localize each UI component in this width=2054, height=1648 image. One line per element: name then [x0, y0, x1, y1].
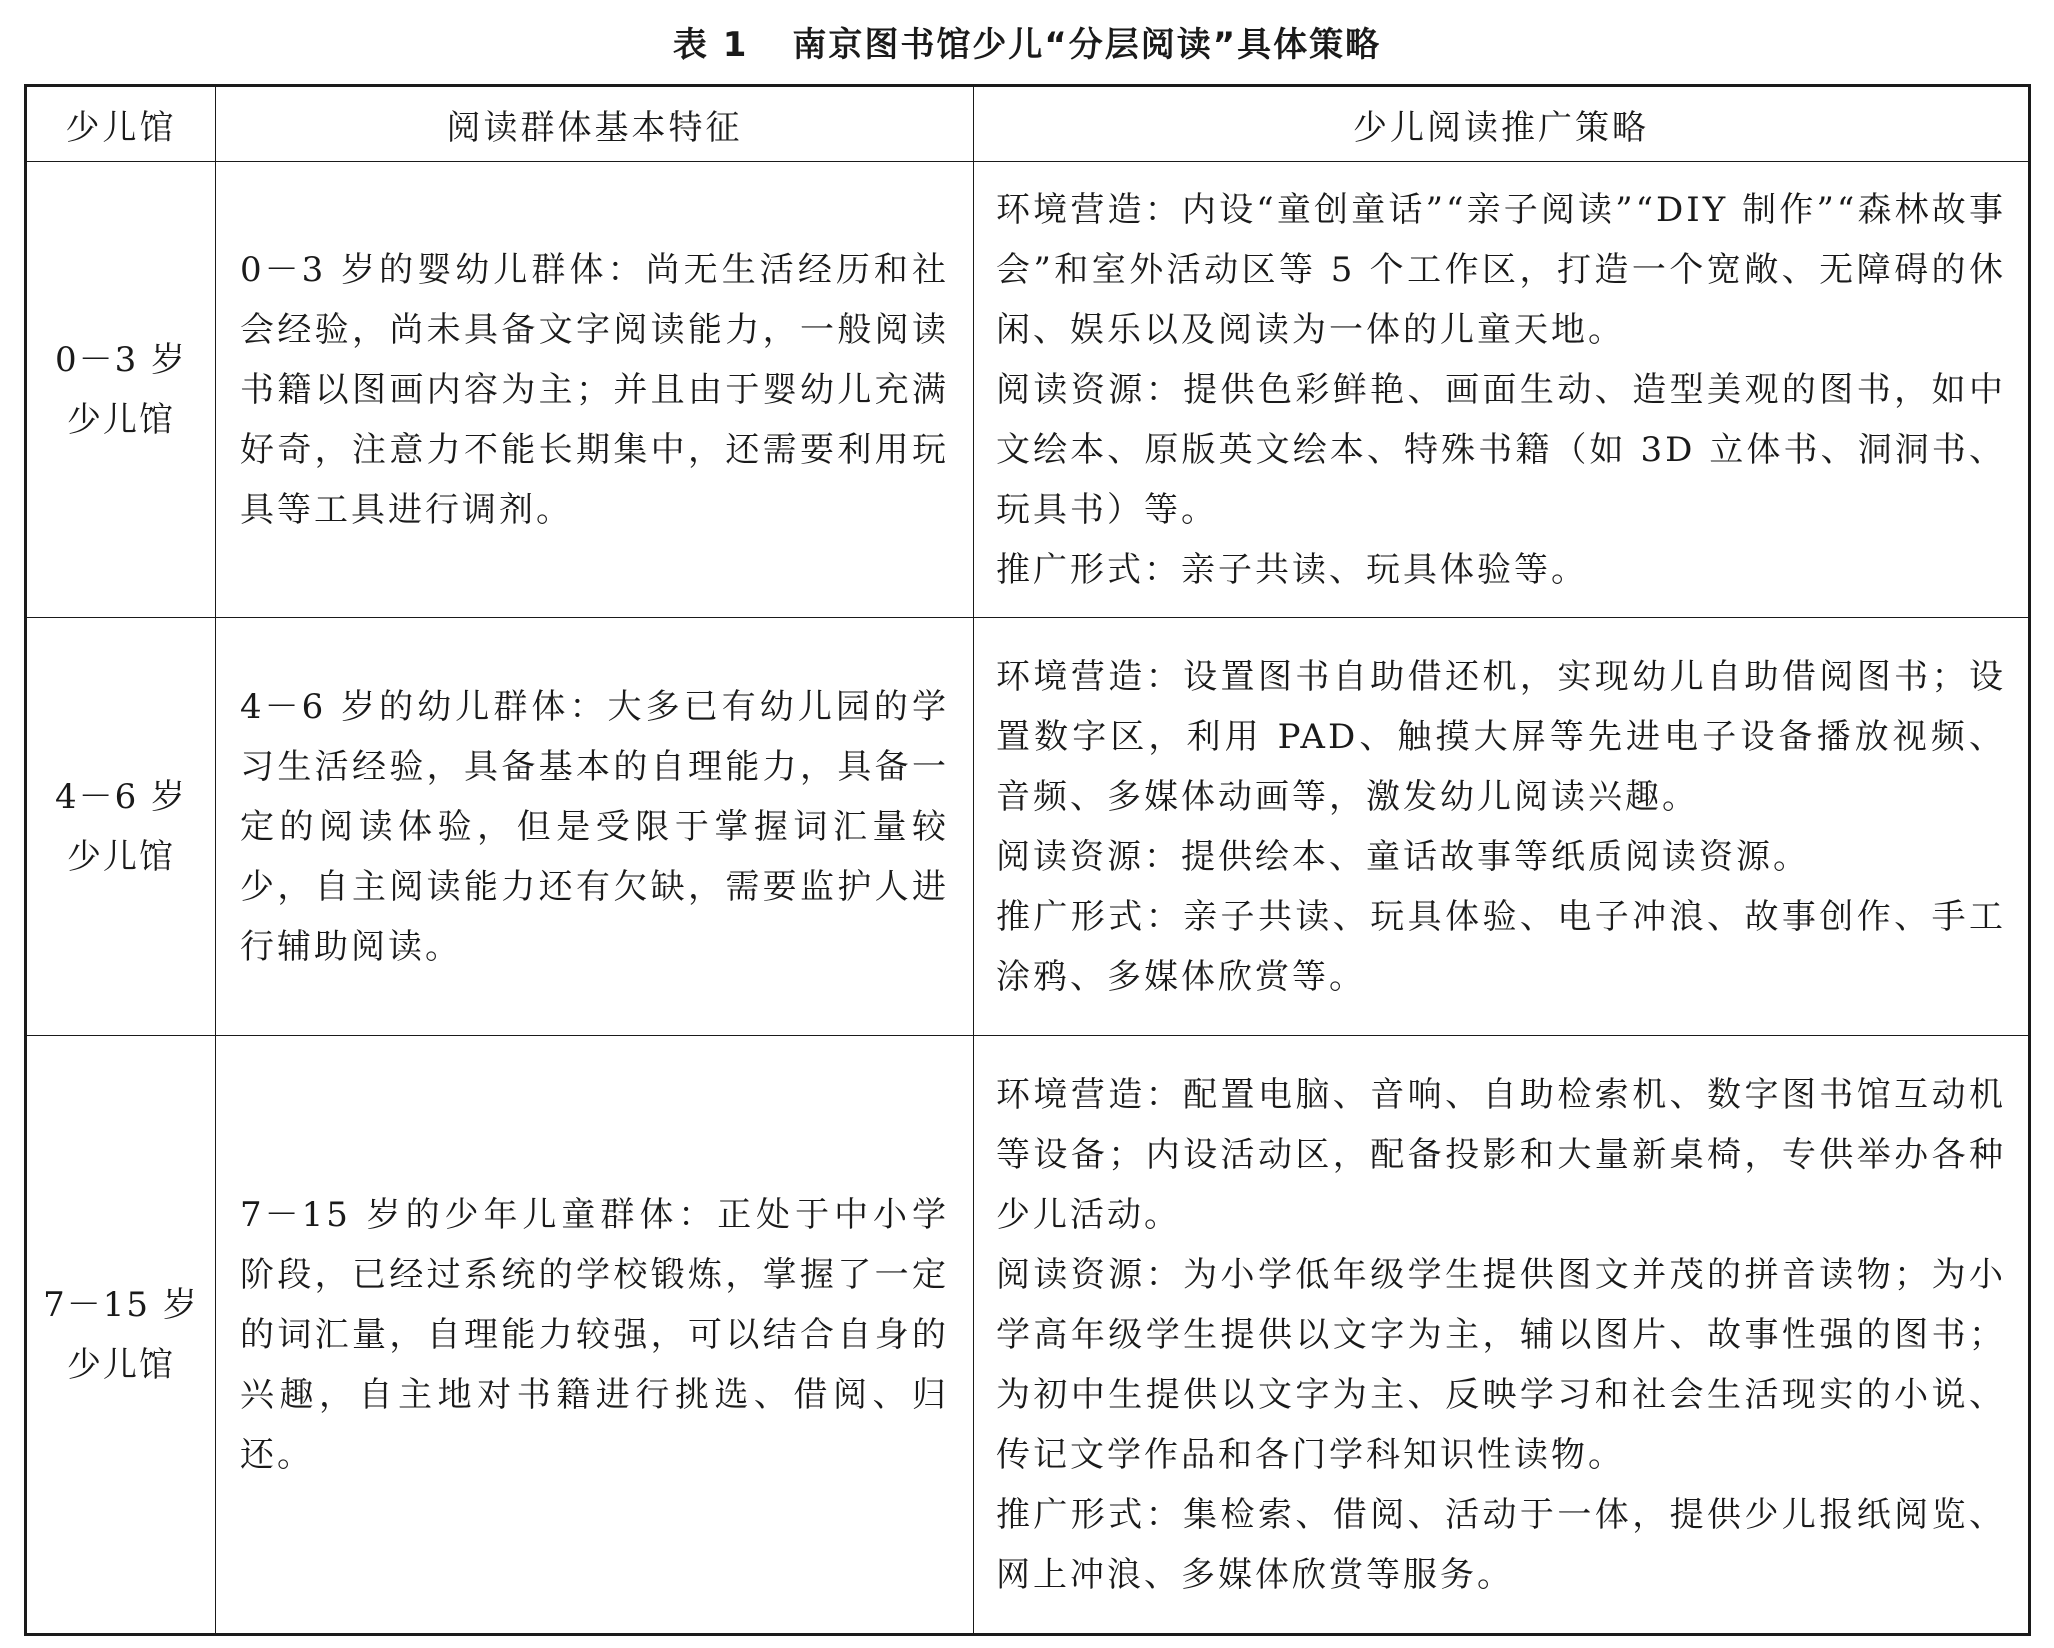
strategy-environment: 环境营造：设置图书自助借还机，实现幼儿自助借阅图书；设置数字区，利用 PAD、触摸大屏等先进电子设备播放视频、音频、多媒体动画等，激发幼儿阅读兴趣。 — [996, 656, 2006, 817]
strategy-cell — [974, 162, 2030, 618]
age-cell — [26, 1036, 216, 1635]
strategy-promotion: 推广形式：亲子共读、玩具体验、电子冲浪、故事创作、手工涂鸦、多媒体欣赏等。 — [996, 896, 2006, 997]
strategy-table — [24, 84, 2031, 1636]
table-caption-label: 表 1 — [672, 25, 749, 65]
age-range: 4－6 岁 — [54, 776, 188, 817]
age-cell — [26, 162, 216, 618]
table-caption — [0, 14, 2054, 76]
strategy-cell — [974, 1036, 2030, 1635]
strategy-resources: 阅读资源：为小学低年级学生提供图文并茂的拼音读物；为小学高年级学生提供以文字为主，辅以图片、故事性强的图书；为初中生提供以文字为主、反映学习和社会生活现实的小说、传记文学作品和各门学科知识性读物。 — [996, 1254, 2006, 1475]
header-library: 少儿馆 — [26, 86, 216, 162]
table-row — [26, 162, 2030, 618]
age-range: 0－3 岁 — [54, 339, 188, 380]
age-range: 7－15 岁 — [43, 1284, 199, 1325]
strategy-environment: 环境营造：配置电脑、音响、自助检索机、数字图书馆互动机等设备；内设活动区，配备投影和大量新桌椅，专供举办各种少儿活动。 — [996, 1074, 2006, 1235]
features-cell: 0－3 岁的婴幼儿群体：尚无生活经历和社会经验，尚未具备文字阅读能力，一般阅读书籍以图画内容为主；并且由于婴幼儿充满好奇，注意力不能长期集中，还需要利用玩具等工具进行调剂。 — [216, 162, 974, 618]
strategy-resources: 阅读资源：提供色彩鲜艳、画面生动、造型美观的图书，如中文绘本、原版英文绘本、特殊书籍（如 3D 立体书、洞洞书、玩具书）等。 — [996, 369, 2006, 530]
library-label: 少儿馆 — [67, 836, 175, 877]
library-label: 少儿馆 — [67, 399, 175, 440]
features-cell: 4－6 岁的幼儿群体：大多已有幼儿园的学习生活经验，具备基本的自理能力，具备一定的阅读体验，但是受限于掌握词汇量较少，自主阅读能力还有欠缺，需要监护人进行辅助阅读。 — [216, 618, 974, 1036]
age-cell — [26, 618, 216, 1036]
strategy-promotion: 推广形式：亲子共读、玩具体验等。 — [996, 549, 1588, 590]
table-row — [26, 1036, 2030, 1635]
strategy-promotion: 推广形式：集检索、借阅、活动于一体，提供少儿报纸阅览、网上冲浪、多媒体欣赏等服务。 — [996, 1494, 2006, 1595]
table-row — [26, 618, 2030, 1036]
library-label: 少儿馆 — [67, 1344, 175, 1385]
table-caption-title: 南京图书馆少儿“分层阅读”具体策略 — [792, 25, 1382, 65]
strategy-cell — [974, 618, 2030, 1036]
strategy-resources: 阅读资源：提供绘本、童话故事等纸质阅读资源。 — [996, 836, 1810, 877]
features-cell: 7－15 岁的少年儿童群体：正处于中小学阶段，已经过系统的学校锻炼，掌握了一定的词汇量，自理能力较强，可以结合自身的兴趣，自主地对书籍进行挑选、借阅、归还。 — [216, 1036, 974, 1635]
header-strategy: 少儿阅读推广策略 — [974, 86, 2030, 162]
strategy-environment: 环境营造：内设“童创童话”“亲子阅读”“DIY 制作”“森林故事会”和室外活动区等 5 个工作区，打造一个宽敞、无障碍的休闲、娱乐以及阅读为一体的儿童天地。 — [996, 189, 2006, 350]
header-features: 阅读群体基本特征 — [216, 86, 974, 162]
table-header-row — [26, 86, 2030, 162]
